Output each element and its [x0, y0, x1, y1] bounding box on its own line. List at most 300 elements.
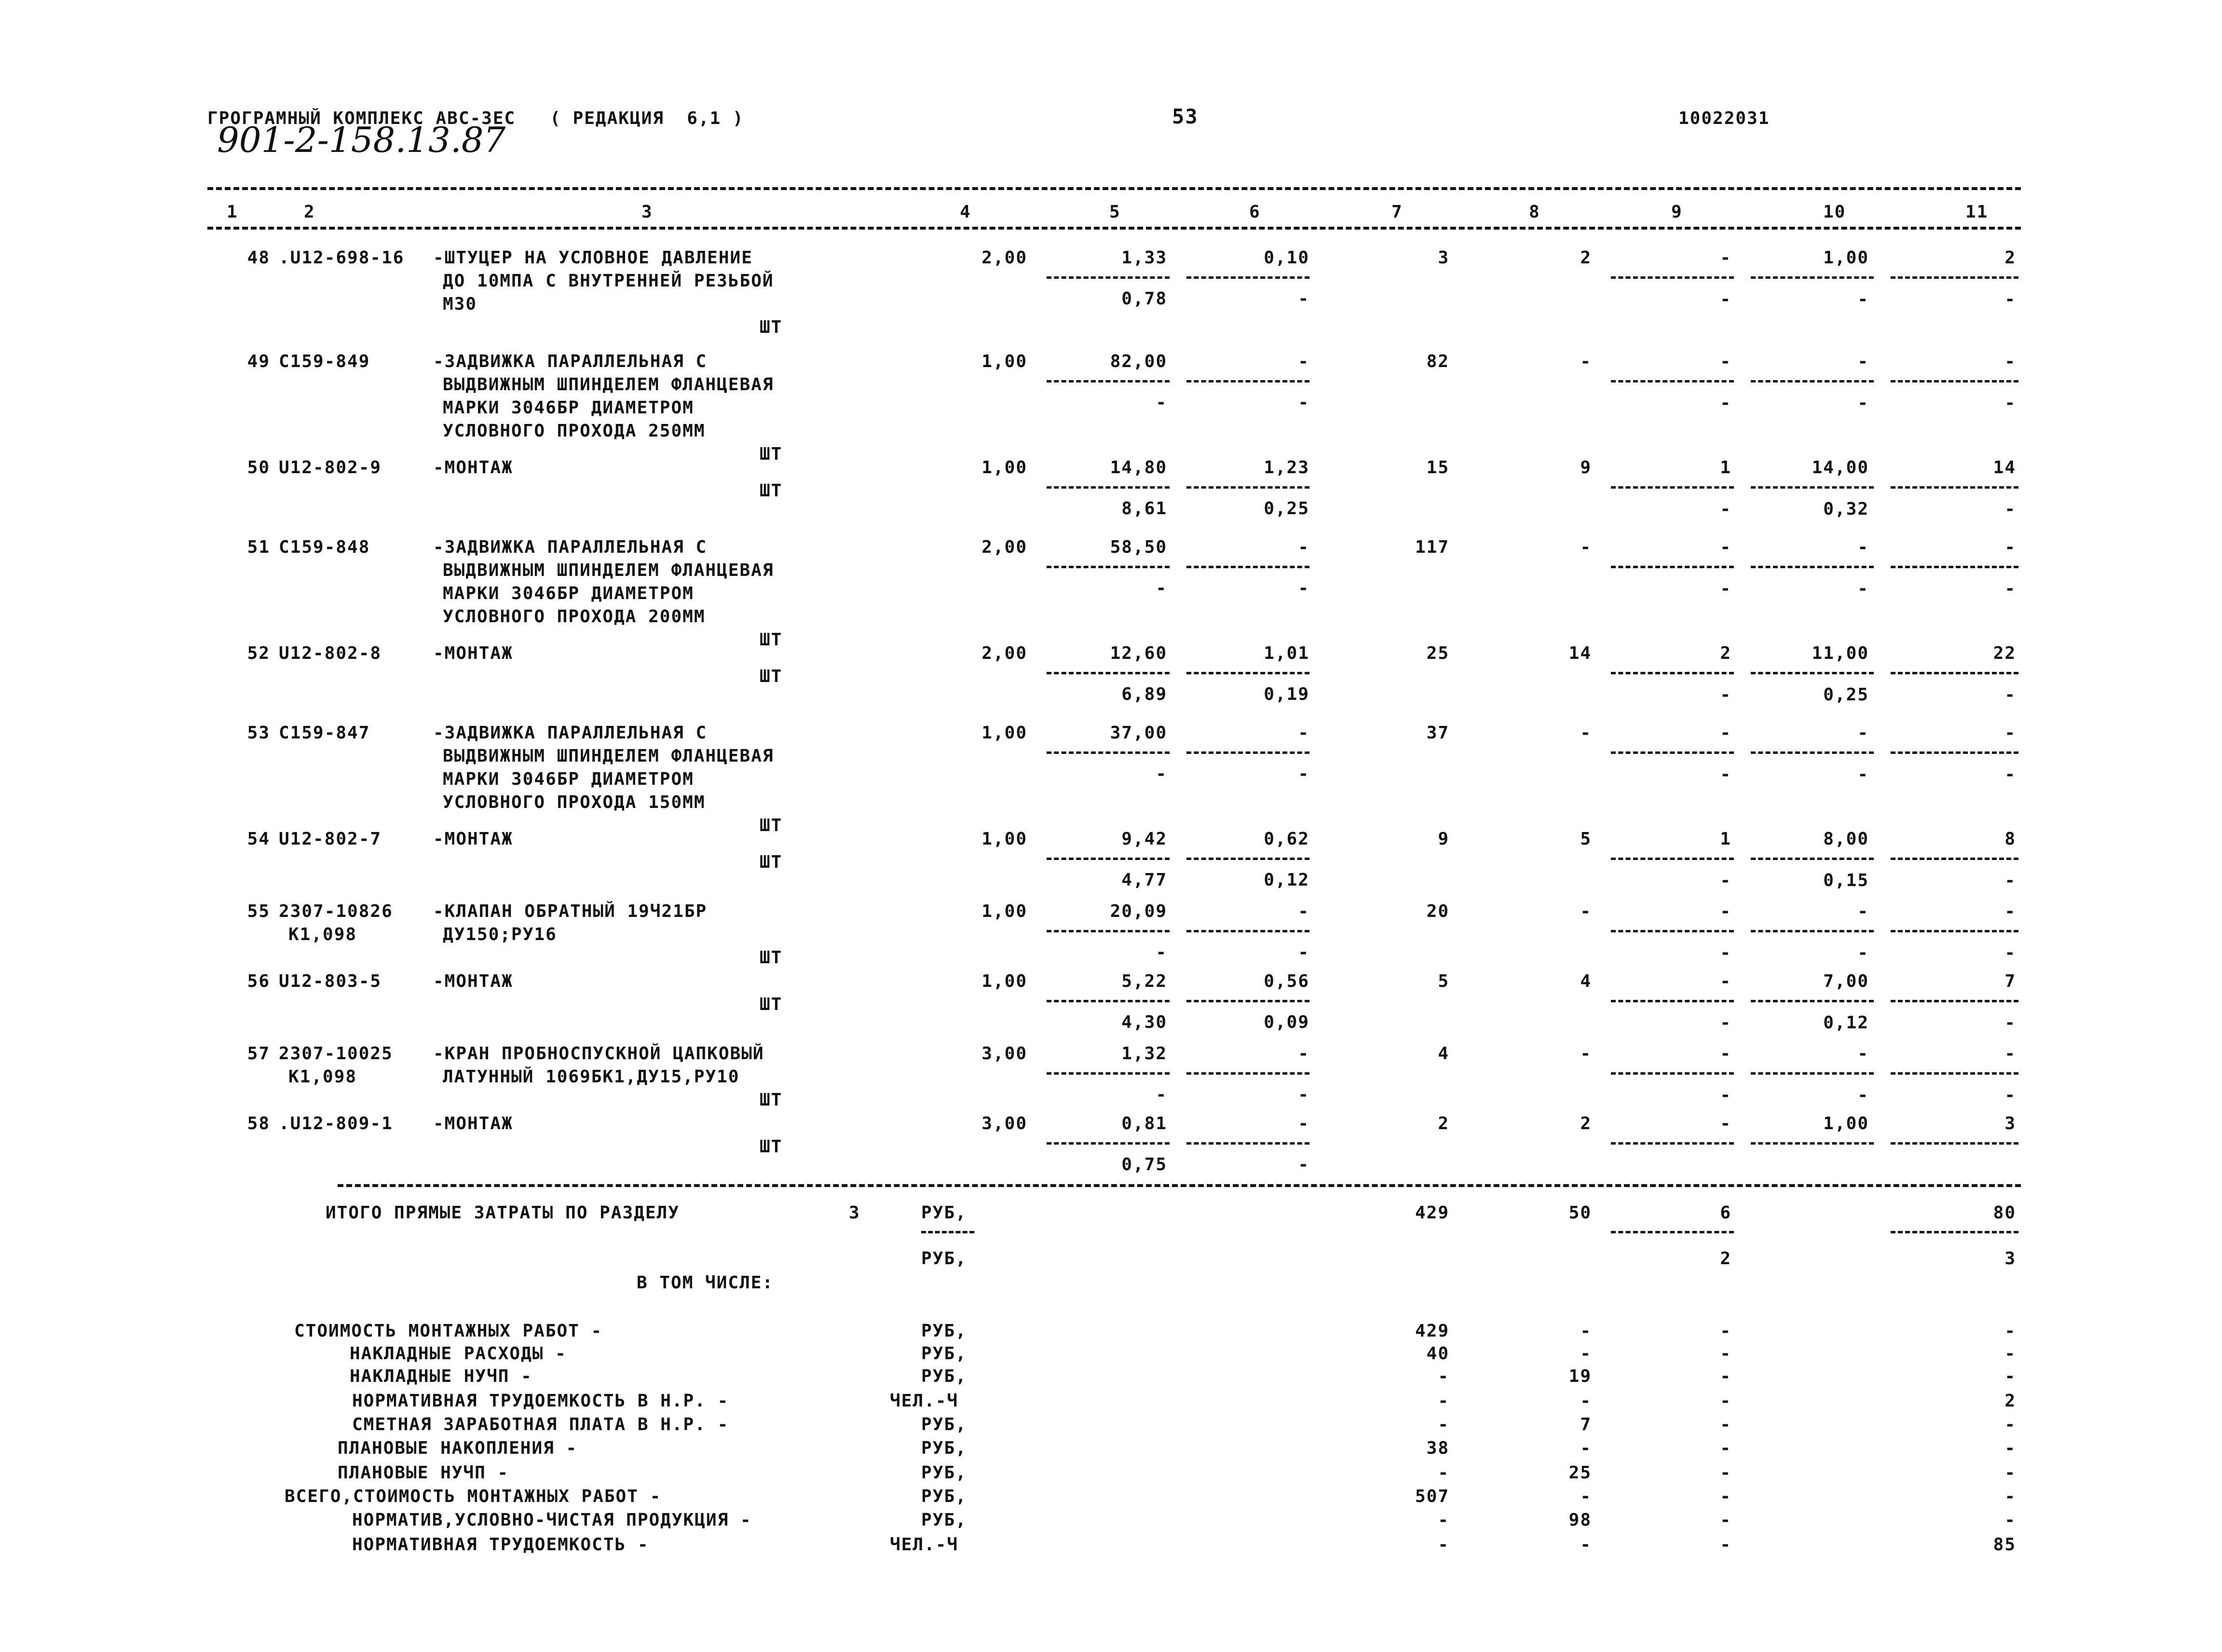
summary-label: ПЛАНОВЫЕ НУЧП - — [338, 1463, 509, 1483]
cell-rule — [1047, 566, 1170, 568]
item-unit: ШТ — [760, 1090, 783, 1110]
cell-s6: 0,25 — [1264, 499, 1309, 519]
item-description-line: М30 — [443, 294, 477, 314]
cell-rule — [1611, 566, 1734, 568]
item-description-line: УСЛОВНОГО ПРОХОДА 250ММ — [443, 421, 706, 441]
cell-c5: 14,80 — [1110, 458, 1167, 478]
cell-c5: 12,60 — [1110, 643, 1167, 663]
column-number: 11 — [1965, 202, 1989, 222]
cell-s9: - — [1720, 765, 1731, 784]
item-code: 2307-10826 — [279, 901, 393, 921]
cell-c9: - — [1720, 537, 1731, 557]
item-code: U12-802-8 — [279, 643, 382, 663]
total-cell-rule — [921, 1231, 974, 1233]
cell-rule — [1891, 276, 2018, 279]
cell-rule — [1186, 672, 1309, 674]
item-description-line: ВЫДВИЖНЫМ ШПИНДЕЛЕМ ФЛАНЦЕВАЯ — [443, 560, 774, 580]
cell-s10: 0,15 — [1823, 871, 1869, 890]
cell-rule — [1751, 751, 1874, 754]
cell-c6: 0,62 — [1264, 829, 1309, 849]
cell-rule — [1891, 1000, 2018, 1002]
item-quantity: 1,00 — [981, 901, 1027, 921]
summary-c7: - — [1438, 1366, 1449, 1386]
cell-c5: 37,00 — [1110, 723, 1167, 743]
item-code-coefficient: К1,098 — [288, 1067, 357, 1087]
summary-c7: 429 — [1415, 1321, 1449, 1341]
cell-s9: - — [1720, 499, 1731, 519]
row-number: 56 — [247, 971, 270, 991]
cell-c8: - — [1580, 901, 1592, 921]
cell-s5: - — [1156, 393, 1167, 412]
cell-c7: 25 — [1426, 643, 1449, 663]
summary-c8: - — [1580, 1535, 1592, 1555]
total-section: 3 — [849, 1203, 860, 1223]
summary-c11: 2 — [2004, 1391, 2016, 1411]
cell-rule — [1751, 486, 1874, 489]
cell-c9: - — [1720, 352, 1731, 371]
cell-c10: 1,00 — [1823, 248, 1869, 268]
cell-c9: - — [1720, 901, 1731, 921]
cell-rule — [1751, 672, 1874, 674]
cell-c7: 37 — [1426, 723, 1449, 743]
item-code: .U12-809-1 — [279, 1114, 393, 1133]
row-number: 53 — [247, 723, 270, 743]
cell-s11: - — [2004, 943, 2016, 963]
cell-s10: - — [1857, 1085, 1869, 1105]
row-number: 57 — [247, 1044, 270, 1064]
cell-c10: - — [1857, 537, 1869, 557]
cell-rule — [1611, 858, 1734, 860]
cell-s9: - — [1720, 1013, 1731, 1033]
cell-c11: - — [2004, 723, 2016, 743]
cell-s11: - — [2004, 289, 2016, 309]
summary-c9: - — [1720, 1535, 1731, 1555]
cell-c6: 0,10 — [1264, 248, 1309, 268]
item-description-line: -КРАН ПРОБНОСПУСКНОЙ ЦАПКОВЫЙ — [433, 1044, 764, 1064]
cell-s9: - — [1720, 1085, 1731, 1105]
cell-s6: - — [1298, 1085, 1309, 1105]
cell-c11: 14 — [1993, 458, 2016, 478]
cell-c7: 82 — [1426, 352, 1449, 371]
summary-label: СМЕТНАЯ ЗАРАБОТНАЯ ПЛАТА В Н.Р. - — [352, 1415, 729, 1434]
summary-label: НОРМАТИВНАЯ ТРУДОЕМКОСТЬ - — [352, 1535, 649, 1555]
row-number: 55 — [247, 901, 270, 921]
cell-c8: 2 — [1580, 248, 1592, 268]
summary-label: НАКЛАДНЫЕ НУЧП - — [350, 1366, 532, 1386]
item-description-line: -МОНТАЖ — [433, 1114, 513, 1133]
cell-rule — [1047, 858, 1170, 860]
cell-rule — [1751, 930, 1874, 932]
cell-c9: - — [1720, 723, 1731, 743]
summary-c11: - — [2004, 1463, 2016, 1483]
cell-c11: 3 — [2004, 1114, 2016, 1133]
cell-rule — [1611, 930, 1734, 932]
summary-label: НОРМАТИВ,УСЛОВНО-ЧИСТАЯ ПРОДУКЦИЯ - — [352, 1510, 752, 1530]
item-code: U12-802-9 — [279, 458, 382, 478]
total-c8: 50 — [1568, 1203, 1592, 1223]
cell-rule — [1891, 566, 2018, 568]
cell-c8: 2 — [1580, 1114, 1592, 1133]
cell-c11: - — [2004, 537, 2016, 557]
cell-rule — [1611, 751, 1734, 754]
column-number: 9 — [1671, 202, 1683, 222]
summary-c8: - — [1580, 1344, 1592, 1364]
total-cell-rule — [1611, 1231, 1734, 1233]
cell-c10: - — [1857, 901, 1869, 921]
item-code: .U12-698-16 — [279, 248, 405, 268]
summary-c11: - — [2004, 1487, 2016, 1506]
column-number: 4 — [960, 202, 971, 222]
cell-rule — [1186, 566, 1309, 568]
cell-c7: 9 — [1438, 829, 1449, 849]
cell-s11: - — [2004, 1013, 2016, 1033]
cell-c8: 9 — [1580, 458, 1592, 478]
row-number: 58 — [247, 1114, 270, 1133]
cell-c10: - — [1857, 1044, 1869, 1064]
column-number: 10 — [1823, 202, 1846, 222]
summary-c7: - — [1438, 1415, 1449, 1434]
cell-c11: 7 — [2004, 971, 2016, 991]
column-number: 2 — [304, 202, 315, 222]
item-unit: ШТ — [760, 317, 783, 337]
cell-rule — [1891, 1072, 2018, 1075]
summary-label: НОРМАТИВНАЯ ТРУДОЕМКОСТЬ В Н.Р. - — [352, 1391, 729, 1411]
row-number: 54 — [247, 829, 270, 849]
cell-c6: 1,01 — [1264, 643, 1309, 663]
cell-c8: - — [1580, 723, 1592, 743]
cell-s9: - — [1720, 943, 1731, 963]
cell-s11: - — [2004, 499, 2016, 519]
item-description-line: -КЛАПАН ОБРАТНЫЙ 19Ч21БР — [433, 901, 708, 921]
cell-rule — [1751, 380, 1874, 382]
cell-rule — [1186, 858, 1309, 860]
cell-rule — [1891, 380, 2018, 382]
cell-c8: 14 — [1568, 643, 1592, 663]
column-number: 7 — [1391, 202, 1403, 222]
cell-s9: - — [1720, 579, 1731, 599]
cell-c10: 8,00 — [1823, 829, 1869, 849]
cell-s5: 6,89 — [1121, 684, 1167, 704]
cell-c9: - — [1720, 1114, 1731, 1133]
cell-rule — [1751, 276, 1874, 279]
cell-s9: - — [1720, 871, 1731, 890]
cell-rule — [1611, 1072, 1734, 1075]
cell-rule — [1611, 672, 1734, 674]
item-code: С159-849 — [279, 352, 370, 371]
item-description-line: ЛАТУННЫЙ 1069БК1,ДУ15,РУ10 — [443, 1067, 740, 1087]
summary-label: НАКЛАДНЫЕ РАСХОДЫ - — [350, 1344, 567, 1364]
cell-s5: 4,30 — [1121, 1012, 1167, 1032]
item-quantity: 1,00 — [981, 723, 1027, 743]
cell-rule — [1611, 276, 1734, 279]
total-unit-2: РУБ, — [921, 1249, 967, 1269]
cell-s10: - — [1857, 943, 1869, 963]
cell-c10: 1,00 — [1823, 1114, 1869, 1133]
cell-s6: - — [1298, 393, 1309, 412]
item-description-line: -ЗАДВИЖКА ПАРАЛЛЕЛЬНАЯ С — [433, 723, 708, 743]
cell-rule — [1047, 486, 1170, 489]
item-quantity: 2,00 — [981, 643, 1027, 663]
cell-s11: - — [2004, 579, 2016, 599]
summary-unit: РУБ, — [921, 1366, 967, 1386]
cell-rule — [1186, 930, 1309, 932]
item-quantity: 1,00 — [981, 829, 1027, 849]
cell-s6: - — [1298, 289, 1309, 309]
summary-c11: - — [2004, 1438, 2016, 1458]
cell-c11: - — [2004, 1044, 2016, 1064]
summary-c9: - — [1720, 1438, 1731, 1458]
item-description-line: ДО 10МПА С ВНУТРЕННЕЙ РЕЗЬБОЙ — [443, 271, 774, 291]
item-description-line: -ШТУЦЕР НА УСЛОВНОЕ ДАВЛЕНИЕ — [433, 248, 753, 268]
cell-rule — [1186, 486, 1309, 489]
summary-c9: - — [1720, 1391, 1731, 1411]
summary-c8: - — [1580, 1391, 1592, 1411]
cell-c9: - — [1720, 971, 1731, 991]
cell-c7: 5 — [1438, 971, 1449, 991]
item-description-line: -ЗАДВИЖКА ПАРАЛЛЕЛЬНАЯ С — [433, 537, 708, 557]
column-number: 3 — [641, 202, 653, 222]
summary-label: СТОИМОСТЬ МОНТАЖНЫХ РАБОТ - — [294, 1321, 603, 1341]
row-number: 52 — [247, 643, 270, 663]
cell-c9: 1 — [1720, 829, 1731, 849]
cell-c7: 20 — [1426, 901, 1449, 921]
cell-s10: - — [1857, 289, 1869, 309]
item-quantity: 1,00 — [981, 971, 1027, 991]
total-rule — [338, 1184, 2021, 1187]
summary-c11: - — [2004, 1344, 2016, 1364]
summary-c8: 19 — [1568, 1366, 1592, 1386]
cell-c10: 7,00 — [1823, 971, 1869, 991]
cell-rule — [1186, 751, 1309, 754]
item-unit: ШТ — [760, 852, 783, 872]
summary-c9: - — [1720, 1415, 1731, 1434]
cell-c9: 2 — [1720, 643, 1731, 663]
item-unit: ШТ — [760, 1137, 783, 1157]
cell-c6: - — [1298, 723, 1309, 743]
summary-c9: - — [1720, 1463, 1731, 1483]
item-description-line: -МОНТАЖ — [433, 643, 513, 663]
cell-rule — [1611, 380, 1734, 382]
cell-s11: - — [2004, 765, 2016, 784]
cell-rule — [1047, 930, 1170, 932]
summary-c9: - — [1720, 1487, 1731, 1506]
cell-c6: - — [1298, 1044, 1309, 1064]
cell-rule — [1047, 1142, 1170, 1145]
item-code-coefficient: К1,098 — [288, 925, 357, 944]
cell-s11: - — [2004, 1085, 2016, 1105]
cell-rule — [1751, 858, 1874, 860]
item-code: 2307-10025 — [279, 1044, 393, 1064]
cell-c8: 4 — [1580, 971, 1592, 991]
cell-rule — [1047, 380, 1170, 382]
summary-c7: - — [1438, 1510, 1449, 1530]
item-code: U12-803-5 — [279, 971, 382, 991]
summary-c7: - — [1438, 1463, 1449, 1483]
cell-c11: 22 — [1993, 643, 2016, 663]
cell-c7: 117 — [1415, 537, 1449, 557]
summary-c8: - — [1580, 1487, 1592, 1506]
summary-c8: - — [1580, 1438, 1592, 1458]
item-code: U12-802-7 — [279, 829, 382, 849]
cell-rule — [1047, 672, 1170, 674]
summary-c7: 38 — [1426, 1438, 1449, 1458]
item-quantity: 2,00 — [981, 537, 1027, 557]
cell-rule — [1186, 1000, 1309, 1002]
item-unit: ШТ — [760, 630, 783, 650]
item-description-line: МАРКИ 3046БР ДИАМЕТРОМ — [443, 398, 694, 418]
item-unit: ШТ — [760, 444, 783, 464]
item-quantity: 3,00 — [981, 1114, 1027, 1133]
cell-s10: - — [1857, 579, 1869, 599]
cell-c5: 9,42 — [1121, 829, 1167, 849]
cell-s9: - — [1720, 685, 1731, 705]
item-description-line: УСЛОВНОГО ПРОХОДА 150ММ — [443, 792, 706, 812]
cell-c11: 8 — [2004, 829, 2016, 849]
cell-c11: 2 — [2004, 248, 2016, 268]
cell-rule — [1047, 751, 1170, 754]
summary-c11: - — [2004, 1510, 2016, 1530]
cell-c8: 5 — [1580, 829, 1592, 849]
summary-c8: 7 — [1580, 1415, 1592, 1434]
item-description-line: ВЫДВИЖНЫМ ШПИНДЕЛЕМ ФЛАНЦЕВАЯ — [443, 375, 774, 395]
cell-rule — [1751, 1142, 1874, 1145]
cell-s10: 0,32 — [1823, 499, 1869, 519]
column-number: 5 — [1109, 202, 1121, 222]
total-c11: 80 — [1993, 1203, 2016, 1223]
item-description-line: -МОНТАЖ — [433, 829, 513, 849]
cell-rule — [1047, 1072, 1170, 1075]
cell-s5: 0,75 — [1121, 1155, 1167, 1174]
item-unit: ШТ — [760, 948, 783, 968]
cell-s5: 8,61 — [1121, 499, 1167, 519]
cell-c6: 0,56 — [1264, 971, 1309, 991]
cell-s5: - — [1156, 764, 1167, 784]
cell-rule — [1891, 751, 2018, 754]
summary-unit: РУБ, — [921, 1321, 967, 1341]
column-number: 1 — [227, 202, 238, 222]
cell-c5: 20,09 — [1110, 901, 1167, 921]
cell-s10: - — [1857, 393, 1869, 413]
item-description-line: УСЛОВНОГО ПРОХОДА 200ММ — [443, 607, 706, 627]
cell-c10: - — [1857, 352, 1869, 371]
summary-c7: - — [1438, 1535, 1449, 1555]
row-number: 48 — [247, 248, 270, 268]
summary-unit: ЧЕЛ.-Ч — [890, 1535, 959, 1555]
cell-c9: - — [1720, 248, 1731, 268]
including-heading: В ТОМ ЧИСЛЕ: — [637, 1273, 774, 1293]
cell-s5: - — [1156, 578, 1167, 598]
item-unit: ШТ — [760, 481, 783, 501]
item-code: С159-848 — [279, 537, 370, 557]
item-quantity: 1,00 — [981, 352, 1027, 371]
summary-label: ВСЕГО,СТОИМОСТЬ МОНТАЖНЫХ РАБОТ - — [285, 1487, 662, 1506]
page-number: 53 — [1172, 105, 1199, 128]
cell-c6: - — [1298, 901, 1309, 921]
item-description-line: ВЫДВИЖНЫМ ШПИНДЕЛЕМ ФЛАНЦЕВАЯ — [443, 746, 774, 766]
summary-c9: - — [1720, 1366, 1731, 1386]
summary-c9: - — [1720, 1344, 1731, 1364]
item-quantity: 2,00 — [981, 248, 1027, 268]
summary-c7: 507 — [1415, 1487, 1449, 1506]
item-code: С159-847 — [279, 723, 370, 743]
cell-c6: - — [1298, 352, 1309, 371]
summary-c7: - — [1438, 1391, 1449, 1411]
item-description-line: МАРКИ 3046БР ДИАМЕТРОМ — [443, 584, 694, 603]
cell-c7: 15 — [1426, 458, 1449, 478]
cell-s10: 0,12 — [1823, 1013, 1869, 1033]
cell-rule — [1611, 486, 1734, 489]
summary-unit: РУБ, — [921, 1344, 967, 1364]
cell-c8: - — [1580, 352, 1592, 371]
cell-s11: - — [2004, 685, 2016, 705]
cell-rule — [1751, 1072, 1874, 1075]
item-description-line: МАРКИ 3046БР ДИАМЕТРОМ — [443, 769, 694, 789]
item-description-line: -МОНТАЖ — [433, 971, 513, 991]
cell-s5: 0,78 — [1121, 289, 1167, 309]
cell-c5: 1,32 — [1121, 1044, 1167, 1064]
cell-rule — [1751, 1000, 1874, 1002]
cell-s6: - — [1298, 1155, 1309, 1174]
column-number: 8 — [1529, 202, 1540, 222]
summary-unit: ЧЕЛ.-Ч — [890, 1391, 959, 1411]
cell-s6: - — [1298, 764, 1309, 784]
cell-rule — [1047, 1000, 1170, 1002]
summary-label: ПЛАНОВЫЕ НАКОПЛЕНИЯ - — [338, 1438, 578, 1458]
header-rule-bottom — [207, 227, 2021, 230]
cell-c6: - — [1298, 1114, 1309, 1133]
cell-c6: - — [1298, 537, 1309, 557]
cell-c5: 1,33 — [1121, 248, 1167, 268]
cell-c9: - — [1720, 1044, 1731, 1064]
cell-s5: - — [1156, 1085, 1167, 1105]
cell-s5: 4,77 — [1121, 870, 1167, 890]
document-id: 10022031 — [1678, 109, 1770, 128]
cell-s6: 0,12 — [1264, 870, 1309, 890]
cell-c7: 4 — [1438, 1044, 1449, 1064]
header-rule-top — [207, 187, 2021, 190]
cell-c11: - — [2004, 352, 2016, 371]
cell-c8: - — [1580, 537, 1592, 557]
cell-c10: - — [1857, 723, 1869, 743]
total-c7: 429 — [1415, 1203, 1449, 1223]
summary-c8: 25 — [1568, 1463, 1592, 1483]
item-unit: ШТ — [760, 995, 783, 1014]
summary-unit: РУБ, — [921, 1438, 967, 1458]
cell-s6: - — [1298, 942, 1309, 962]
cell-s10: - — [1857, 765, 1869, 784]
row-number: 50 — [247, 458, 270, 478]
cell-rule — [1186, 1072, 1309, 1075]
item-quantity: 1,00 — [981, 458, 1027, 478]
row-number: 49 — [247, 352, 270, 371]
summary-unit: РУБ, — [921, 1487, 967, 1506]
cell-s6: 0,19 — [1264, 684, 1309, 704]
cell-rule — [1891, 858, 2018, 860]
total-c9: 6 — [1720, 1203, 1731, 1223]
summary-c11: - — [2004, 1366, 2016, 1386]
cell-c8: - — [1580, 1044, 1592, 1064]
cell-rule — [1751, 566, 1874, 568]
column-number: 6 — [1249, 202, 1261, 222]
cell-rule — [1611, 1142, 1734, 1145]
cell-s6: 0,09 — [1264, 1012, 1309, 1032]
item-description-line: -ЗАДВИЖКА ПАРАЛЛЕЛЬНАЯ С — [433, 352, 708, 371]
item-unit: ШТ — [760, 816, 783, 835]
summary-unit: РУБ, — [921, 1415, 967, 1434]
total-label: ИТОГО ПРЯМЫЕ ЗАТРАТЫ ПО РАЗДЕЛУ — [326, 1203, 680, 1223]
summary-c9: - — [1720, 1510, 1731, 1530]
summary-unit: РУБ, — [921, 1463, 967, 1483]
